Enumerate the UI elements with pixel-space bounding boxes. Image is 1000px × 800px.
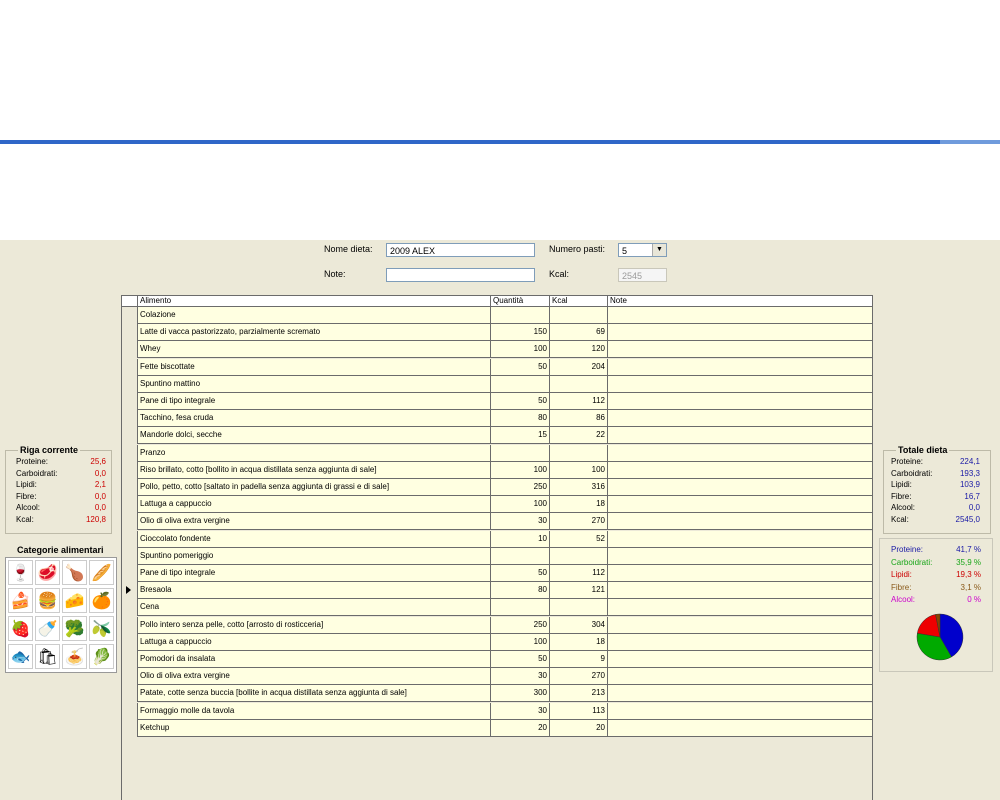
meat-icon[interactable]: 🥩 (35, 560, 60, 585)
row-selector[interactable] (122, 651, 138, 668)
stat-value: 0,0 (94, 468, 106, 478)
stat-label: Fibre: (891, 491, 912, 501)
cheese-icon[interactable]: 🧀 (62, 588, 87, 613)
cell-quantita[interactable]: 100 (491, 634, 550, 650)
row-selector[interactable] (122, 513, 138, 530)
cell-kcal[interactable]: 52 (550, 531, 608, 547)
table-row[interactable] (138, 617, 872, 634)
table-row[interactable] (138, 462, 872, 479)
cell-note[interactable] (608, 565, 872, 581)
row-selector[interactable] (122, 479, 138, 496)
row-selector[interactable] (122, 703, 138, 720)
cell-note[interactable] (608, 513, 872, 529)
stat-label: Kcal: (891, 514, 909, 524)
stat-label: Alcool: (16, 503, 41, 512)
totale-dieta-box (883, 445, 991, 534)
table-row[interactable] (138, 582, 872, 599)
cell-note[interactable] (608, 427, 872, 443)
cell-note[interactable] (608, 307, 872, 323)
cell-kcal[interactable]: 113 (550, 703, 608, 719)
table-row[interactable] (138, 651, 872, 668)
row-selector[interactable] (122, 445, 138, 462)
row-selector[interactable] (122, 324, 138, 341)
cell-quantita[interactable]: 30 (491, 513, 550, 529)
cell-note[interactable] (608, 496, 872, 512)
stat-value: 120,8 (85, 514, 106, 524)
row-selector[interactable] (122, 496, 138, 513)
bread-icon[interactable]: 🥖 (89, 560, 114, 585)
pasta-icon[interactable]: 🍝 (62, 644, 87, 669)
stat-label: Lipidi: (891, 570, 912, 579)
cell-note[interactable] (608, 599, 872, 615)
numero-pasti-value: 5 (622, 246, 628, 256)
table-row[interactable] (138, 376, 872, 393)
table-row[interactable] (138, 548, 872, 565)
cell-kcal[interactable]: 20 (550, 720, 608, 736)
cell-note[interactable] (608, 462, 872, 478)
cell-note[interactable] (608, 341, 872, 357)
cell-quantita[interactable]: 30 (491, 703, 550, 719)
cell-quantita[interactable]: 100 (491, 341, 550, 357)
row-selector[interactable] (122, 410, 138, 427)
cell-quantita[interactable]: 150 (491, 324, 550, 340)
row-selector[interactable] (122, 582, 138, 599)
row-selector[interactable] (122, 685, 138, 702)
cell-alimento[interactable]: Fette biscottate (138, 359, 491, 375)
categorie-title: Categorie alimentari (17, 545, 104, 555)
cell-kcal[interactable] (550, 599, 608, 615)
cell-quantita[interactable] (491, 307, 550, 323)
cell-kcal[interactable]: 18 (550, 634, 608, 650)
cell-alimento[interactable]: Olio di oliva extra vergine (138, 513, 491, 529)
header-corner (122, 296, 138, 306)
cell-alimento[interactable]: Formaggio molle da tavola (138, 703, 491, 719)
window-titlebar (0, 140, 1000, 144)
table-row[interactable] (138, 479, 872, 496)
row-selector[interactable] (122, 427, 138, 444)
cell-quantita[interactable]: 80 (491, 582, 550, 598)
cell-alimento[interactable]: Lattuga a cappuccio (138, 634, 491, 650)
riga-corrente-title: Riga corrente (20, 445, 79, 455)
cell-note[interactable] (608, 479, 872, 495)
row-selector[interactable] (122, 393, 138, 410)
cell-alimento[interactable]: Cioccolato fondente (138, 531, 491, 547)
stat-value: 41,7 % (956, 545, 981, 554)
stat-label: Proteine: (16, 457, 49, 466)
row-selector[interactable] (122, 720, 138, 737)
cell-alimento[interactable]: Pomodori da insalata (138, 651, 491, 667)
cell-note[interactable] (608, 376, 872, 392)
cell-note[interactable] (608, 531, 872, 547)
stat-label: Proteine: (891, 545, 924, 554)
cell-quantita[interactable] (491, 599, 550, 615)
cell-alimento[interactable]: Mandorle dolci, secche (138, 427, 491, 443)
stat-label: Alcool: (891, 503, 916, 512)
cell-quantita[interactable]: 100 (491, 462, 550, 478)
row-selector[interactable] (122, 376, 138, 393)
percent-box (879, 538, 993, 672)
table-row[interactable] (138, 427, 872, 444)
table-row[interactable] (138, 634, 872, 651)
stat-value: 3,1 % (960, 582, 981, 592)
cell-quantita[interactable] (491, 548, 550, 564)
celery-icon[interactable]: 🥬 (89, 644, 114, 669)
cell-kcal[interactable]: 86 (550, 410, 608, 426)
table-row[interactable] (138, 685, 872, 702)
cell-kcal[interactable]: 9 (550, 651, 608, 667)
cell-kcal[interactable]: 270 (550, 513, 608, 529)
fish-icon[interactable]: 🐟 (8, 644, 33, 669)
cell-quantita[interactable]: 50 (491, 565, 550, 581)
note-input[interactable] (386, 268, 535, 282)
stat-value: 0 % (967, 595, 981, 604)
cell-alimento[interactable]: Spuntino pomeriggio (138, 548, 491, 564)
cell-alimento[interactable]: Pollo intero senza pelle, cotto [arrosto di rosticceria] (138, 617, 491, 633)
cell-note[interactable] (608, 617, 872, 633)
cell-quantita[interactable]: 10 (491, 531, 550, 547)
table-row[interactable] (138, 410, 872, 427)
cell-kcal[interactable]: 316 (550, 479, 608, 495)
cell-alimento[interactable]: Spuntino mattino (138, 376, 491, 392)
burger-icon[interactable]: 🍔 (35, 588, 60, 613)
grocery-bag-icon[interactable]: 🛍 (35, 644, 60, 669)
bottle-icon[interactable]: 🍼 (35, 616, 60, 641)
cell-alimento[interactable]: Pane di tipo integrale (138, 393, 491, 409)
kcal-field: 2545 (618, 268, 667, 282)
cell-alimento[interactable]: Pranzo (138, 445, 491, 461)
totale-dieta-title: Totale dieta (898, 445, 948, 455)
cell-note[interactable] (608, 393, 872, 409)
cell-kcal[interactable]: 112 (550, 565, 608, 581)
cake-icon[interactable]: 🍰 (8, 588, 33, 613)
row-selector[interactable] (122, 565, 138, 582)
cell-note[interactable] (608, 548, 872, 564)
table-row[interactable] (138, 359, 872, 376)
table-row[interactable] (138, 496, 872, 513)
cell-kcal[interactable]: 121 (550, 582, 608, 598)
stat-value: 35,9 % (956, 557, 981, 567)
cell-alimento[interactable]: Bresaola (138, 582, 491, 598)
table-row[interactable] (138, 531, 872, 548)
note-label: Note: (324, 269, 346, 279)
orange-icon[interactable]: 🍊 (89, 588, 114, 613)
cell-alimento[interactable]: Lattuga a cappuccio (138, 496, 491, 512)
wine-icon[interactable]: 🍷 (8, 560, 33, 585)
oil-icon[interactable]: 🫒 (89, 616, 114, 641)
cell-alimento[interactable]: Pollo, petto, cotto [saltato in padella senza aggiunta di grassi e di sale] (138, 479, 491, 495)
stat-value: 16,7 (964, 491, 980, 501)
cell-quantita[interactable]: 30 (491, 668, 550, 684)
stat-value: 0,0 (94, 503, 106, 512)
stat-value: 25,6 (90, 457, 106, 466)
cell-quantita[interactable]: 50 (491, 393, 550, 409)
cell-quantita[interactable]: 15 (491, 427, 550, 443)
row-selector[interactable] (122, 531, 138, 548)
row-selector[interactable] (122, 617, 138, 634)
cell-kcal[interactable]: 100 (550, 462, 608, 478)
cell-note[interactable] (608, 668, 872, 684)
cell-quantita[interactable]: 50 (491, 359, 550, 375)
row-selector[interactable] (122, 548, 138, 565)
nome-dieta-label: Nome dieta: (324, 244, 373, 254)
chevron-down-icon[interactable]: ▼ (652, 244, 666, 256)
stat-label: Lipidi: (891, 480, 912, 489)
stat-value: 2,1 (94, 480, 106, 489)
cell-note[interactable] (608, 582, 872, 598)
cell-note[interactable] (608, 324, 872, 340)
row-selector[interactable] (122, 359, 138, 376)
table-row[interactable] (138, 393, 872, 410)
stat-label: Fibre: (16, 491, 37, 501)
stat-label: Carboidrati: (891, 468, 933, 478)
cell-note[interactable] (608, 445, 872, 461)
cell-kcal[interactable]: 18 (550, 496, 608, 512)
stat-value: 0,0 (94, 491, 106, 501)
cell-alimento[interactable]: Colazione (138, 307, 491, 323)
table-header (122, 296, 872, 307)
cell-quantita[interactable]: 50 (491, 651, 550, 667)
cell-kcal[interactable] (550, 548, 608, 564)
table-row[interactable] (138, 513, 872, 530)
table-row[interactable] (138, 668, 872, 685)
row-selector[interactable] (122, 462, 138, 479)
stat-value: 193,3 (959, 468, 980, 478)
cell-note[interactable] (608, 685, 872, 701)
table-row[interactable] (138, 445, 872, 462)
stat-label: Alcool: (891, 595, 916, 604)
titlebar-controls[interactable] (940, 140, 1000, 144)
fruit-mix-icon[interactable]: 🍓 (8, 616, 33, 641)
stat-label: Kcal: (16, 514, 34, 524)
row-selector[interactable] (122, 341, 138, 358)
header-quantita[interactable]: Quantità (491, 296, 550, 306)
vegetables-icon[interactable]: 🥦 (62, 616, 87, 641)
cell-alimento[interactable]: Patate, cotte senza buccia [bollite in acqua distillata senza aggiunta di sale] (138, 685, 491, 701)
cell-kcal[interactable]: 270 (550, 668, 608, 684)
cell-alimento[interactable]: Cena (138, 599, 491, 615)
stat-value: 0,0 (968, 503, 980, 512)
cell-kcal[interactable]: 304 (550, 617, 608, 633)
cell-note[interactable] (608, 634, 872, 650)
stat-value: 2545,0 (955, 514, 980, 524)
cell-quantita[interactable]: 250 (491, 479, 550, 495)
diet-table (121, 295, 873, 800)
row-selector[interactable] (122, 634, 138, 651)
cell-kcal[interactable]: 213 (550, 685, 608, 701)
cell-quantita[interactable]: 80 (491, 410, 550, 426)
cell-note[interactable] (608, 410, 872, 426)
roast-icon[interactable]: 🍗 (62, 560, 87, 585)
stat-value: 224,1 (959, 457, 980, 466)
cell-note[interactable] (608, 359, 872, 375)
cell-quantita[interactable]: 250 (491, 617, 550, 633)
cell-quantita[interactable] (491, 376, 550, 392)
table-row[interactable] (138, 703, 872, 720)
cell-alimento[interactable]: Latte di vacca pastorizzato, parzialmente scremato (138, 324, 491, 340)
table-row[interactable] (138, 565, 872, 582)
stat-label: Carboidrati: (16, 468, 58, 478)
cell-alimento[interactable]: Tacchino, fesa cruda (138, 410, 491, 426)
row-pointer-icon (126, 586, 131, 594)
stat-label: Fibre: (891, 582, 912, 592)
stat-label: Lipidi: (16, 480, 37, 489)
kcal-label: Kcal: (549, 269, 570, 279)
cell-kcal[interactable]: 69 (550, 324, 608, 340)
cell-alimento[interactable]: Riso brillato, cotto [bollito in acqua distillata senza aggiunta di sale] (138, 462, 491, 478)
cell-kcal[interactable]: 204 (550, 359, 608, 375)
cell-note[interactable] (608, 703, 872, 719)
header-alimento[interactable]: Alimento (138, 296, 491, 306)
cell-kcal[interactable]: 22 (550, 427, 608, 443)
table-row[interactable] (138, 307, 872, 324)
row-selector[interactable] (122, 599, 138, 616)
categorie-grid (5, 557, 117, 673)
cell-kcal[interactable]: 120 (550, 341, 608, 357)
cell-alimento[interactable]: Olio di oliva extra vergine (138, 668, 491, 684)
cell-quantita[interactable]: 100 (491, 496, 550, 512)
table-row[interactable] (138, 341, 872, 358)
header-note[interactable]: Note (610, 296, 627, 305)
stat-value: 19,3 % (956, 570, 981, 579)
cell-kcal[interactable] (550, 445, 608, 461)
table-row[interactable] (138, 720, 872, 737)
cell-kcal[interactable] (550, 376, 608, 392)
cell-quantita[interactable]: 300 (491, 685, 550, 701)
cell-alimento[interactable]: Ketchup (138, 720, 491, 736)
cell-quantita[interactable] (491, 445, 550, 461)
cell-alimento[interactable]: Pane di tipo integrale (138, 565, 491, 581)
numero-pasti-select[interactable] (618, 243, 667, 257)
riga-corrente-box (5, 445, 112, 534)
cell-quantita[interactable]: 20 (491, 720, 550, 736)
cell-alimento[interactable]: Whey (138, 341, 491, 357)
table-row[interactable] (138, 324, 872, 341)
table-row[interactable] (138, 599, 872, 616)
cell-note[interactable] (608, 651, 872, 667)
row-selector[interactable] (122, 307, 138, 324)
stat-label: Proteine: (891, 457, 924, 466)
numero-pasti-label: Numero pasti: (549, 244, 606, 254)
row-selector[interactable] (122, 668, 138, 685)
cell-kcal[interactable]: 112 (550, 393, 608, 409)
nome-dieta-input[interactable]: 2009 ALEX (386, 243, 535, 257)
stat-value: 103,9 (959, 480, 980, 489)
macro-pie-chart (915, 612, 965, 662)
cell-kcal[interactable] (550, 307, 608, 323)
cell-note[interactable] (608, 720, 872, 736)
stat-label: Carboidrati: (891, 557, 933, 567)
header-kcal[interactable]: Kcal (550, 296, 608, 306)
